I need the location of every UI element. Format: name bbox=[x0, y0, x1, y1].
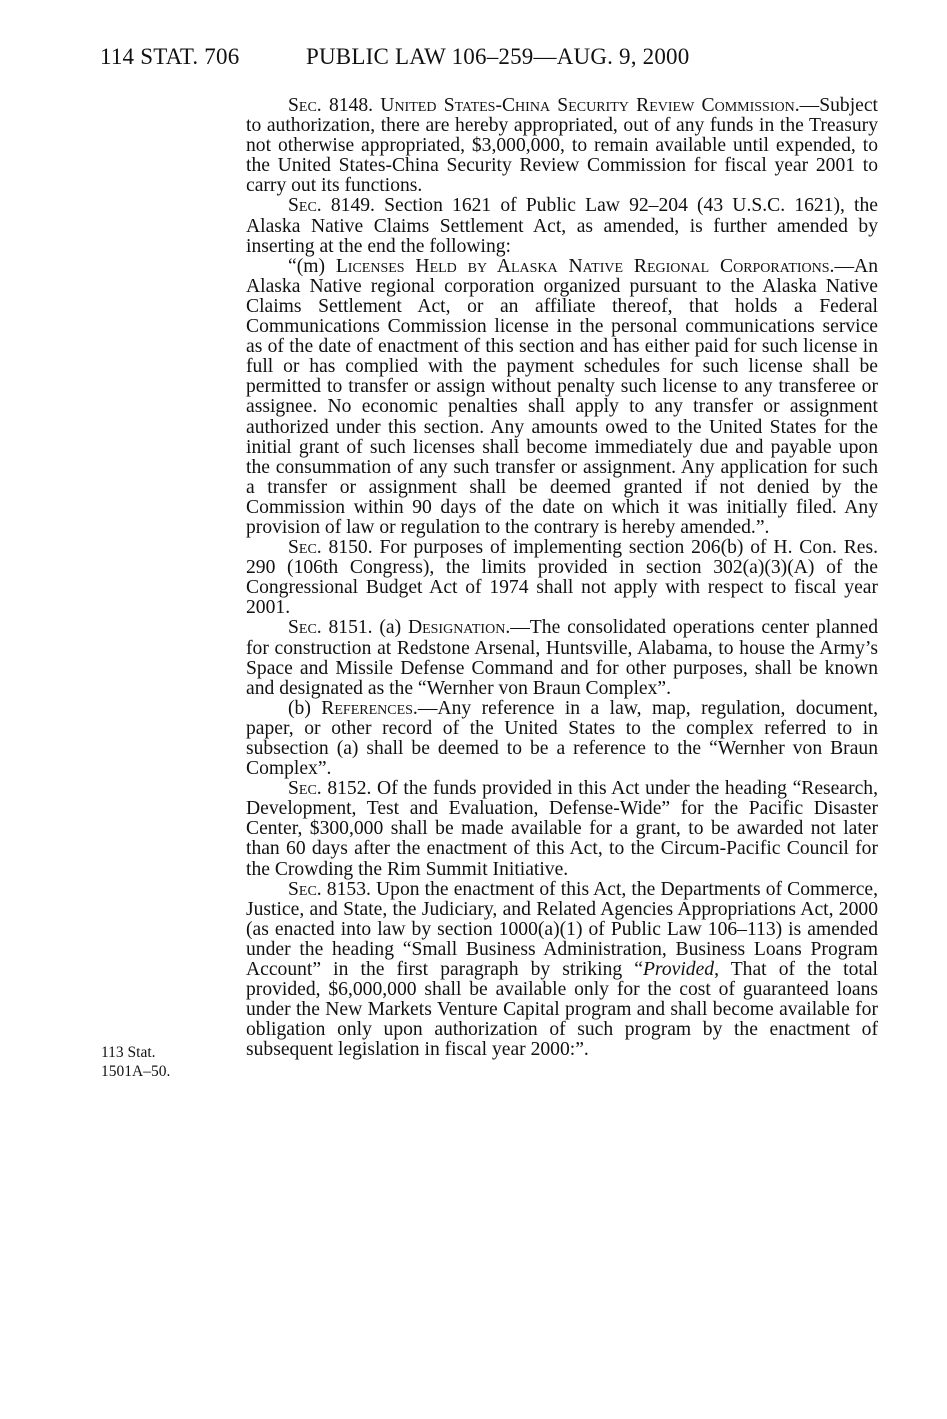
law-body-text bbox=[246, 96, 878, 1061]
running-header bbox=[0, 44, 947, 74]
subsection-text: .—Any reference in a law, map, regulation, document, paper, or other record of the United States to the complex referred to in subsection (a) shall be deemed to be a reference to the “Wernher von Braun Complex”. bbox=[246, 697, 878, 780]
section-8150 bbox=[246, 538, 878, 618]
section-8152 bbox=[246, 779, 878, 879]
sec-label: Sec bbox=[288, 95, 317, 116]
section-8151-b bbox=[246, 699, 878, 779]
stat-page-number: 114 STAT. 706 bbox=[100, 44, 240, 69]
sec-label: Sec bbox=[288, 537, 317, 559]
margin-citation bbox=[101, 1043, 221, 1081]
subsection-lead: (b) bbox=[288, 697, 322, 719]
section-text: . 8153. Upon the enactment of this Act, the Departments of Commerce, Justice, and State, the Judiciary, and Related Agencies Appropriations Act, 2000 (as enacted into law by section 1000(a)(1) of Public Law 106–113) is amended under the heading “Small Business Administration, Business Loans Program Account” in the first paragraph by striking “ bbox=[246, 878, 878, 981]
section-number: . 8148. bbox=[316, 95, 381, 116]
section-heading: United States-China Security Review Commission bbox=[380, 95, 795, 116]
subsection-heading: References bbox=[321, 697, 413, 719]
subsection-lead: “(m) bbox=[288, 255, 336, 277]
section-text: .—The consolidated operations center planned for construction at Redstone Arsenal, Huntsville, Alabama, to house the Army’s Space and Missile Defense Command and for other purposes, shall be known and designated as the “Wernher von Braun Complex”. bbox=[246, 617, 878, 699]
margin-citation-line-1: 113 Stat. bbox=[101, 1044, 156, 1061]
subsection-text: .—An Alaska Native regional corporation organized pursuant to the Alaska Native Claims Settlement Act, or an affiliate thereof, that holds a Federal Communications Commission license in the personal communications service as of the date of enactment of this section and has either paid for such license in full or has complied with the payment schedules for such license shall be permitted to transfer or assign without penalty such license to any transferee or assignee. No economic penalties shall apply to any transfer or assignment authorized under this section. Any amounts owed to the United States for the initial grant of such licenses shall become immediately due and payable upon the consummation of any such transfer or assignment. Any application for such a transfer or assignment shall be deemed granted if not denied by the Commission within 90 days of the date on which it was initially filed. Any provision of law or regulation to the contrary is hereby amended.”. bbox=[246, 255, 878, 538]
sec-label: Sec bbox=[288, 878, 317, 900]
section-text: . 8150. For purposes of implementing section 206(b) of H. Con. Res. 290 (106th Congress), the limits provided in section 302(a)(3)(A) of the Congressional Budget Act of 1974 shall not apply with respect to fiscal year 2001. bbox=[246, 537, 878, 619]
public-law-line: PUBLIC LAW 106–259—AUG. 9, 2000 bbox=[306, 44, 690, 69]
provided-italic: Provided bbox=[642, 959, 715, 981]
section-8151-a bbox=[246, 618, 878, 698]
sec-label: Sec bbox=[288, 617, 317, 639]
section-8149-subsection-m bbox=[246, 257, 878, 538]
section-8153 bbox=[246, 880, 878, 1061]
section-number: . 8151. (a) bbox=[316, 617, 408, 639]
margin-citation-line-2: 1501A–50. bbox=[101, 1063, 171, 1080]
sec-label: Sec bbox=[288, 778, 317, 800]
section-8149 bbox=[246, 196, 878, 256]
section-text-continued: , That of the total provided, $6,000,000 shall be available only for the cost of guaranteed loans under the New Markets Venture Capital program and shall become available for obligation only upon authorization of such program by the enactment of subsequent legislation in fiscal year 2000:”. bbox=[246, 959, 878, 1061]
subsection-heading: Designation bbox=[407, 617, 506, 639]
subsection-heading: Licenses Held by Alaska Native Regional Corporations bbox=[335, 255, 830, 277]
section-8148 bbox=[246, 96, 878, 196]
section-text: . 8152. Of the funds provided in this Act under the heading “Research, Development, Test and Evaluation, Defense-Wide” for the Pacific Disaster Center, $300,000 shall be made available for a grant, to be awarded not later than 60 days after the enactment of this Act, to the Circum-Pacific Council for the Crowding the Rim Summit Initiative. bbox=[246, 778, 878, 880]
section-text: .—Subject to authorization, there are hereby appropriated, out of any funds in the Treasury not otherwise appropriated, $3,000,000, to remain available until expended, to the United States-China Security Review Commission for fiscal year 2001 to carry out its functions. bbox=[246, 95, 878, 197]
section-text: . 8149. Section 1621 of Public Law 92–204 (43 U.S.C. 1621), the Alaska Native Claims Settlement Act, as amended, is further amended by inserting at the end the following: bbox=[246, 195, 878, 257]
sec-label: Sec bbox=[288, 195, 317, 217]
